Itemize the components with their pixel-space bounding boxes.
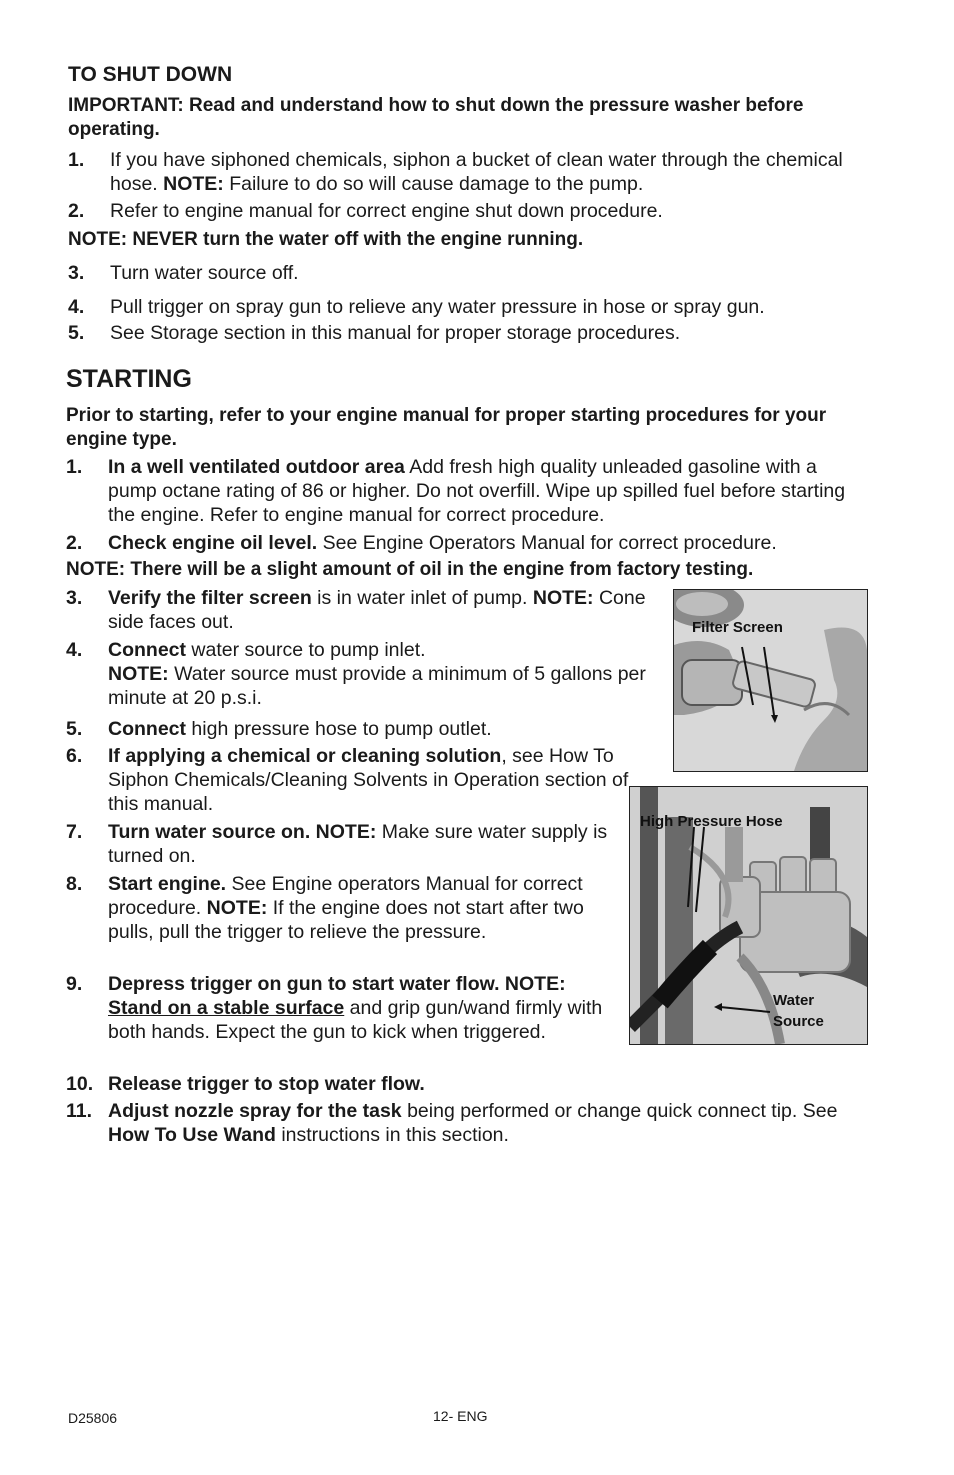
starting-item-3-number: 3. xyxy=(66,587,83,609)
shutdown-item-3-number: 3. xyxy=(68,262,85,284)
starting-item-7-number: 7. xyxy=(66,821,83,843)
page-number: 12- ENG xyxy=(433,1408,488,1424)
shutdown-note: NOTE: NEVER turn the water off with the engine running. xyxy=(68,229,584,250)
starting-item-3: Verify the filter screen is in water inlet of pump. NOTE: Cone side faces out. xyxy=(108,587,646,633)
starting-item-8-number: 8. xyxy=(66,873,83,895)
starting-intro: Prior to starting, refer to your engine manual for proper starting procedures for your engine type. xyxy=(66,405,827,450)
shutdown-important: IMPORTANT: Read and understand how to shut down the pressure washer before operating. xyxy=(68,95,804,140)
shutdown-item-4: Pull trigger on spray gun to relieve any water pressure in hose or spray gun. xyxy=(110,296,765,318)
shutdown-item-4-number: 4. xyxy=(68,296,85,318)
starting-item-4-number: 4. xyxy=(66,639,83,661)
starting-title: STARTING xyxy=(66,365,192,393)
starting-item-9: Depress trigger on gun to start water flow. NOTE: Stand on a stable surface and grip gun/wand firmly with both hands. Expect the gun to kick when triggered. xyxy=(108,973,603,1043)
starting-item-2-number: 2. xyxy=(66,532,83,554)
filter-screen-photo xyxy=(673,589,868,772)
shutdown-item-1: If you have siphoned chemicals, siphon a bucket of clean water through the chemical hose. NOTE: Failure to do so will cause damage to the pump. xyxy=(110,149,843,195)
shutdown-item-2-number: 2. xyxy=(68,200,85,222)
shutdown-item-1-number: 1. xyxy=(68,149,85,171)
pump-photo xyxy=(629,786,868,1045)
starting-item-7: Turn water source on. NOTE: Make sure water supply is turned on. xyxy=(108,821,608,867)
shutdown-item-5: See Storage section in this manual for proper storage procedures. xyxy=(110,322,681,344)
starting-item-4: Connect water source to pump inlet. NOTE: Water source must provide a minimum of 5 gallons per minute at 20 p.s.i. xyxy=(108,639,646,709)
starting-item-11-number: 11. xyxy=(66,1100,93,1122)
starting-item-5: Connect high pressure hose to pump outlet. xyxy=(108,718,492,740)
starting-item-1-number: 1. xyxy=(66,456,83,478)
starting-item-6: If applying a chemical or cleaning solution, see How To Siphon Chemicals/Cleaning Solvents in Operation section of this manual. xyxy=(108,745,629,815)
document-id: D25806 xyxy=(68,1410,118,1426)
shutdown-item-5-number: 5. xyxy=(68,322,85,344)
shutdown-item-2: Refer to engine manual for correct engine shut down procedure. xyxy=(110,200,663,222)
shutdown-item-3: Turn water source off. xyxy=(110,262,299,284)
starting-note: NOTE: There will be a slight amount of oil in the engine from factory testing. xyxy=(66,559,754,580)
starting-item-11: Adjust nozzle spray for the task being performed or change quick connect tip. See How To Use Wand instructions in this section. xyxy=(108,1100,838,1146)
starting-item-2: Check engine oil level. See Engine Operators Manual for correct procedure. xyxy=(108,532,777,554)
starting-item-6-number: 6. xyxy=(66,745,83,767)
water-source-label-line-1: Water xyxy=(773,992,815,1009)
starting-item-9-number: 9. xyxy=(66,973,83,995)
high-pressure-hose-label: High Pressure Hose xyxy=(640,813,783,830)
starting-item-1: In a well ventilated outdoor area Add fresh high quality unleaded gasoline with a pump octane rating of 86 or higher. Do not overfill. Wipe up spilled fuel before starting the engine. Refer to engine manual for correct procedure. xyxy=(108,456,846,526)
starting-item-8: Start engine. See Engine operators Manual for correct procedure. NOTE: If the engine does not start after two pulls, pull the trigger to relieve the pressure. xyxy=(108,873,584,943)
starting-item-10-number: 10. xyxy=(66,1073,94,1095)
filter-screen-illustration xyxy=(674,590,867,771)
shutdown-title: TO SHUT DOWN xyxy=(68,63,233,86)
water-source-label-line-2: Source xyxy=(773,1013,824,1030)
starting-item-10: Release trigger to stop water flow. xyxy=(108,1073,425,1095)
filter-screen-label: Filter Screen xyxy=(692,619,783,636)
starting-item-5-number: 5. xyxy=(66,718,83,740)
